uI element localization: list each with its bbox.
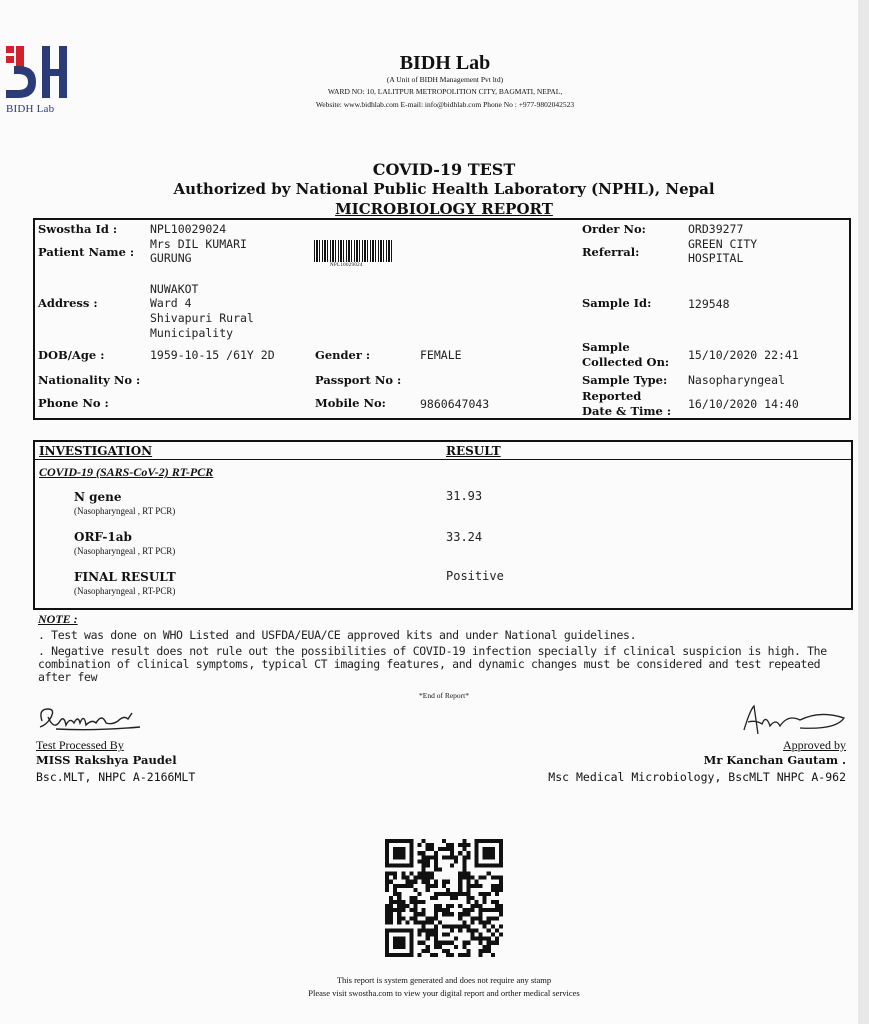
referral-line2: HOSPITAL	[688, 251, 744, 265]
swostha-id-label: Swostha Id :	[38, 222, 118, 236]
barcode-text: NPL10029024	[330, 263, 363, 268]
address-line: Municipality	[150, 326, 234, 340]
sample-id-value: 129548	[688, 297, 730, 311]
patient-name-line1: Mrs DIL KUMARI	[150, 237, 247, 251]
approver-credentials: Msc Medical Microbiology, BscMLT NHPC A-962	[548, 770, 846, 784]
sample-type-value: Nasopharyngeal	[688, 373, 785, 387]
mobile-label: Mobile No:	[315, 396, 386, 410]
address-label: Address :	[38, 296, 98, 310]
final-result: Positive	[446, 569, 504, 583]
note-line: . Negative result does not rule out the possibilities of COVID-19 infection specially if clinical suspicion is high. The combination of clinical symptoms, typical CT imaging features, and dynamic changes must be considered and test repeated after few	[38, 644, 827, 684]
authorization-line: Authorized by National Public Health Laboratory (NPHL), Nepal	[173, 180, 715, 198]
nationality-label: Nationality No :	[38, 373, 141, 387]
patient-name-label: Patient Name :	[38, 245, 135, 259]
header-divider	[35, 459, 851, 460]
end-of-report: *End of Report*	[419, 691, 469, 700]
passport-label: Passport No :	[315, 373, 402, 387]
reported-label: Date & Time :	[582, 404, 672, 418]
test-result: 31.93	[446, 489, 483, 503]
referral-line1: GREEN CITY	[688, 237, 758, 251]
lab-contact: Website: www.bidhlab.com E-mail: info@bidhlab.com Phone No : +977-9802042523	[315, 100, 575, 109]
sample-id-label: Sample Id:	[582, 296, 652, 310]
approver-name: Mr Kanchan Gautam .	[703, 753, 846, 767]
qr-code-icon	[385, 838, 503, 958]
order-no-value: ORD39277	[688, 222, 744, 236]
address-line: Ward 4	[150, 296, 192, 310]
note-line: . Test was done on WHO Listed and USFDA/EUA/CE approved kits and under National guidelines.	[38, 628, 637, 642]
approved-by-label: Approved by	[783, 738, 846, 752]
report-title: COVID-19 TEST	[372, 160, 516, 179]
test-specimen: (Nasopharyngeal , RT-PCR)	[74, 586, 176, 596]
footer-line: This report is system generated and does not require any stamp	[336, 975, 552, 985]
referral-label: Referral:	[582, 245, 640, 259]
barcode-image	[314, 240, 392, 262]
test-specimen: (Nasopharyngeal , RT PCR)	[74, 546, 176, 556]
dob-label: DOB/Age :	[38, 348, 105, 362]
address-line: Shivapuri Rural	[150, 311, 254, 325]
test-name: FINAL RESULT	[74, 570, 176, 584]
lab-name: BIDH Lab	[399, 52, 491, 74]
collected-label: Collected On:	[582, 355, 670, 369]
investigation-header: INVESTIGATION	[39, 444, 153, 458]
collected-value: 15/10/2020 22:41	[688, 348, 799, 362]
scrollbar-track[interactable]	[858, 0, 869, 1024]
processed-by-label: Test Processed By	[36, 738, 124, 752]
signature-left-icon	[36, 703, 146, 737]
test-specimen: (Nasopharyngeal , RT PCR)	[74, 506, 176, 516]
mobile-value: 9860647043	[420, 397, 490, 411]
footer-line: Please visit swostha.com to view your digital report and orther medical services	[308, 988, 580, 998]
test-panel-name: COVID-19 (SARS-CoV-2) RT-PCR	[39, 465, 214, 479]
test-name: ORF-1ab	[74, 530, 132, 544]
reported-label: Reported	[582, 389, 642, 403]
gender-value: FEMALE	[420, 348, 462, 362]
report-type: MICROBIOLOGY REPORT	[335, 200, 553, 218]
reported-value: 16/10/2020 14:40	[688, 397, 799, 411]
result-header: RESULT	[446, 444, 501, 458]
test-name: N gene	[74, 490, 122, 504]
processor-credentials: Bsc.MLT, NHPC A-2166MLT	[36, 770, 196, 784]
test-result: 33.24	[446, 530, 483, 544]
gender-label: Gender :	[315, 348, 371, 362]
logo-caption: BIDH Lab	[6, 103, 55, 115]
collected-label: Sample	[582, 340, 630, 354]
dob-value: 1959-10-15 /61Y 2D	[150, 348, 275, 362]
note-heading: NOTE :	[38, 612, 78, 626]
order-no-label: Order No:	[582, 222, 646, 236]
lab-subtitle: (A Unit of BIDH Management Pvt ltd)	[386, 75, 504, 84]
swostha-id-value: NPL10029024	[150, 222, 227, 236]
sample-type-label: Sample Type:	[582, 373, 668, 387]
patient-name-line2: GURUNG	[150, 251, 192, 265]
lab-address: WARD NO: 10, LALITPUR METROPOLITION CITY, BAGMATI, NEPAL,	[327, 87, 563, 96]
signature-right-icon	[740, 700, 850, 740]
processor-name: MISS Rakshya Paudel	[36, 753, 177, 767]
phone-label: Phone No :	[38, 396, 109, 410]
address-line: NUWAKOT	[150, 282, 199, 296]
